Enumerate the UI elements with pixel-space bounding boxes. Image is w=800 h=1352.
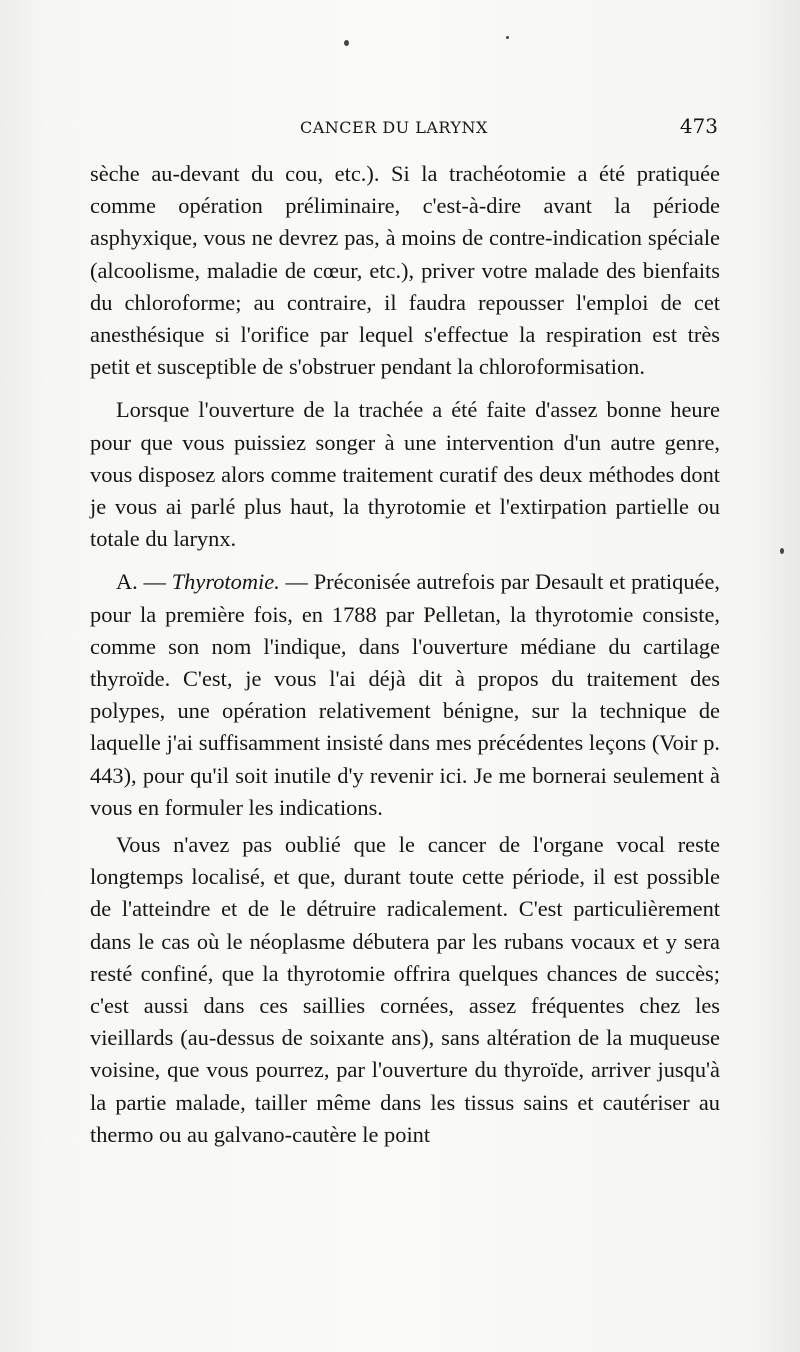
section-title: Thyrotomie.	[171, 569, 280, 595]
running-title: CANCER DU LARYNX	[300, 118, 488, 137]
ink-speck	[344, 40, 349, 46]
section-prefix: A. —	[116, 569, 172, 595]
ink-speck	[780, 548, 784, 554]
paragraph: Vous n'avez pas oublié que le cancer de l'organe vocal reste longtemps localisé, et que, durant toute cette période, il est possible de l'atteindre et de le détruire radicalement. C'est particulièrement dans le cas où le néoplasme débutera par les rubans vocaux et y sera resté confiné, que la thyrotomie offrira quelques chances de succès; c'est aussi dans ces saillies cornées, assez fréquentes chez les vieillards (au-dessus de soixante ans), sans altération de la muqueuse voisine, que vous pourrez, par l'ouverture du thyroïde, arriver jusqu'à la partie malade, tailler même dans les tissus sains et cautériser au thermo ou au galvano-cautère le point	[90, 832, 720, 1147]
page-number: 473	[679, 114, 718, 138]
paragraph: sèche au-devant du cou, etc.). Si la trachéotomie a été pratiquée comme opération préliminaire, c'est-à-dire avant la période asphyxique, vous ne devrez pas, à moins de contre-indication spéciale (alcoolisme, maladie de cœur, etc.), priver votre malade des bienfaits du chloroforme; au contraire, il faudra repousser l'emploi de cet anesthésique si l'orifice par lequel s'effectue la respiration est très petit et susceptible de s'obstruer pendant la chloroformisation.	[90, 161, 720, 380]
running-header	[90, 112, 720, 142]
paragraph: Lorsque l'ouverture de la trachée a été faite d'assez bonne heure pour que vous puissiez songer à une intervention d'un autre genre, vous disposez alors comme traitement curatif des deux méthodes dont je vous ai parlé plus haut, la thyrotomie et l'extirpation partielle ou totale du larynx.	[90, 397, 720, 552]
section-paragraph	[90, 566, 720, 824]
ink-speck	[506, 36, 509, 39]
body-text	[90, 158, 720, 1151]
section-text: — Préconisée autrefois par Desault et pratiquée, pour la première fois, en 1788 par Pelletan, la thyrotomie consiste, comme son nom l'indique, dans l'ouverture médiane du cartilage thyroïde. C'est, je vous l'ai déjà dit à propos du traitement des polypes, une opération relativement bénigne, sur la technique de laquelle j'ai suffisamment insisté dans mes précédentes leçons (Voir p. 443), pour qu'il soit inutile d'y revenir ici. Je me bornerai seulement à vous en formuler les indications.	[90, 569, 720, 820]
